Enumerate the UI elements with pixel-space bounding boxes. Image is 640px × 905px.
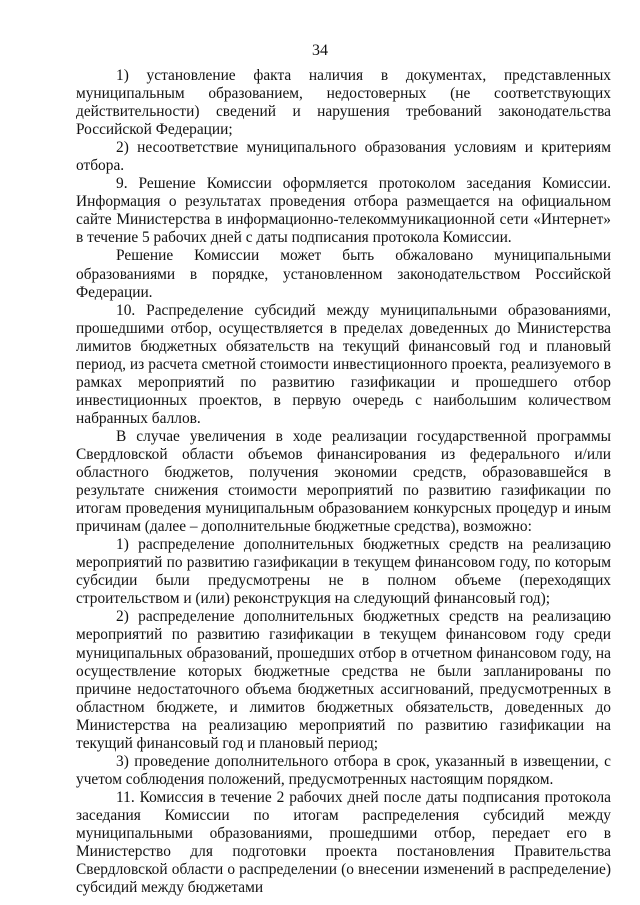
paragraph-additional-funds: В случае увеличения в ходе реализации государственной программы Свердловской области объемов финансирования из федерального и/или областного бюджетов, получения экономии средств, образовавшейся в результате снижения стоимости мероприятий по развитию газификации по итогам проведения муниципальным образованием конкурсных процедур и иным причинам (далее – дополнительные бюджетные средства), возможно: — [76, 427, 611, 536]
paragraph-appeal: Решение Комиссии может быть обжаловано муниципальными образованиями в порядке, установленном законодательством Российской Федерации. — [76, 247, 611, 301]
paragraph-funds-item-3: 3) проведение дополнительного отбора в срок, указанный в извещении, с учетом соблюдения положений, предусмотренных настоящим порядком. — [76, 752, 611, 788]
paragraph-section-9: 9. Решение Комиссии оформляется протоколом заседания Комиссии. Информация о результатах проведения отбора размещается на официальном сайте Министерства в информационно-телекоммуникационной сети «Интернет» в течение 5 рабочих дней с даты подписания протокола Комиссии. — [76, 175, 611, 247]
paragraph-section-10: 10. Распределение субсидий между муниципальными образованиями, прошедшими отбор, осуществляется в пределах доведенных до Министерства лимитов бюджетных обязательств на текущий финансовый год и плановый период, из расчета сметной стоимости инвестиционного проекта, реализуемого в рамках мероприятий по развитию газификации и прошедшего отбор инвестиционных проектов, в первую очередь с наибольшим количеством набранных баллов. — [76, 301, 611, 427]
paragraph-funds-item-1: 1) распределение дополнительных бюджетных средств на реализацию мероприятий по развитию газификации в текущем финансовом году, по которым субсидии были предусмотрены не в полном объеме (переходящих строительством и (или) реконструкция на следующий финансовый год); — [76, 536, 611, 608]
paragraph-1-item-1: 1) установление факта наличия в документах, представленных муниципальным образованием, недостоверных (не соответствующих действительности) сведений и нарушения требований законодательства Российской Федерации; — [76, 67, 611, 139]
paragraph-1-item-2: 2) несоответствие муниципального образования условиям и критериям отбора. — [76, 139, 611, 175]
paragraph-section-11: 11. Комиссия в течение 2 рабочих дней после даты подписания протокола заседания Комиссии по итогам распределения субсидий между муниципальными образованиями, прошедшими отбор, передает его в Министерство для подготовки проекта постановления Правительства Свердловской области о распределении (о внесении изменений в распределение) субсидий между бюджетами — [76, 788, 611, 897]
paragraph-funds-item-2: 2) распределение дополнительных бюджетных средств на реализацию мероприятий по развитию газификации в текущем финансовом году среди муниципальных образований, прошедших отбор в отчетном финансовом году, на осуществление которых бюджетные средства не были запланированы по причине недостаточного объема бюджетных ассигнований, предусмотренных в областном бюджете, и лимитов бюджетных обязательств, доведенных до Министерства на реализацию мероприятий по развитию газификации на текущий финансовый год и плановый период; — [76, 608, 611, 752]
page-number: 34 — [312, 42, 328, 59]
document-body — [76, 67, 611, 897]
